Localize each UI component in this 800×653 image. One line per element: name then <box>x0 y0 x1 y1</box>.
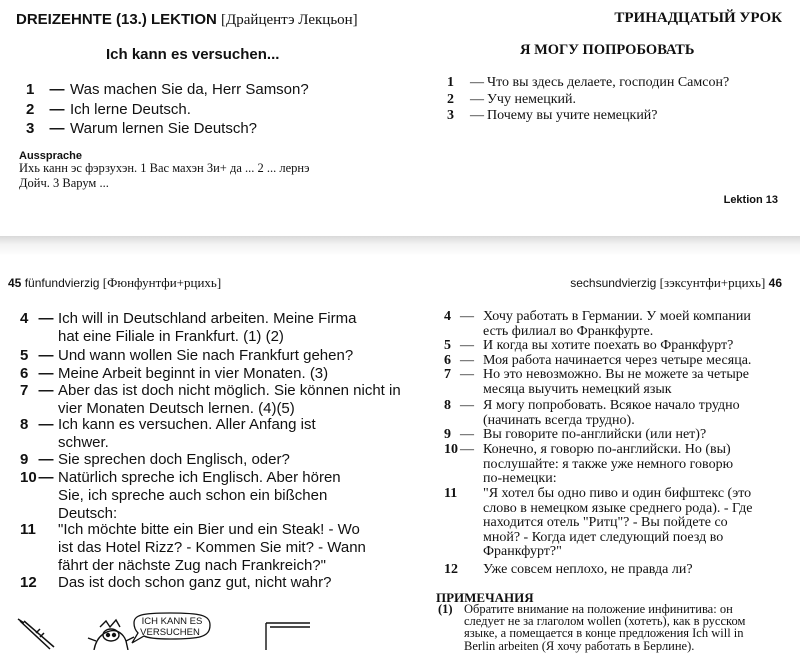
cartoon-character-icon <box>88 620 134 650</box>
entry-dash: — <box>38 451 54 468</box>
line-dash: — <box>49 120 65 137</box>
page-lesson-13-intro <box>0 0 800 236</box>
line-text: Warum lernen Sie Deutsch? <box>70 120 258 137</box>
entry-number: 7 <box>444 367 451 382</box>
entry-number: 10 <box>20 469 37 486</box>
entry-text <box>483 487 752 560</box>
entry-text-line: Уже совсем неплохо, не правда ли? <box>483 562 693 577</box>
cartoon-illustration <box>10 611 310 650</box>
entry-text-line: И когда вы хотите поехать во Франкфурт? <box>483 338 734 353</box>
entry-dash: — <box>460 398 474 413</box>
entry-text-line: Ich kann es versuchen. Aller Anfang ist <box>58 416 316 433</box>
line-text: Учу немецкий. <box>487 91 577 107</box>
entry-text <box>483 339 733 354</box>
entry-text <box>483 443 733 487</box>
entry-text-line: hat eine Filiale in Frankfurt. (1) (2) <box>58 328 284 345</box>
entry-number: 5 <box>444 338 451 353</box>
note-1-number: (1) <box>438 602 453 616</box>
lesson-title-de: DREIZEHNTE (13.) LEKTION <box>16 11 217 28</box>
entry-dash: — <box>38 382 54 399</box>
line-text: Was machen Sie da, Herr Samson? <box>70 81 309 98</box>
entry-number: 8 <box>20 416 29 433</box>
entry-text-line: Я могу попробовать. Всякое начало трудно <box>483 398 740 413</box>
entry-text-line: Вы говорите по-английски (или нет)? <box>483 427 707 442</box>
entry-text-line: Und wann wollen Sie nach Frankfurt gehen? <box>58 347 354 364</box>
entry-text-line: (начинать всегда трудно). <box>483 412 635 428</box>
line-number: 2 <box>26 100 35 118</box>
line-text: Что вы здесь делаете, господин Самсон? <box>487 75 730 90</box>
entry-text-line: Aber das ist doch nicht möglich. Sie können nicht in <box>58 382 401 399</box>
subtitle-russian: Я МОГУ ПОПРОБОВАТЬ <box>520 42 695 58</box>
page-header-left <box>8 275 221 291</box>
entry-number: 4 <box>20 310 29 327</box>
entry-number: 11 <box>20 521 36 538</box>
speech-bubble <box>132 613 210 643</box>
entry-text <box>58 574 332 592</box>
pen-doodle-icon <box>18 619 54 649</box>
page-word-right: sechsundvierzig <box>570 276 657 290</box>
dialogue-german-1-3 <box>26 80 309 139</box>
note-1-line: Berlin arbeiten (Я хочу работать в Берлине). <box>464 638 695 653</box>
notes-heading: ПРИМЕЧАНИЯ <box>436 590 534 605</box>
page-translit-right: [зэксунтфи+рцихь] <box>659 275 766 290</box>
entry-text-line: ist das Hotel Rizz? - Kommen Sie mit? - Wann <box>58 539 366 556</box>
entry-text <box>483 563 693 578</box>
line-dash: — <box>470 91 484 107</box>
entry-text-line: мной? - Когда идет следующий поезд во <box>483 529 724 545</box>
entry-text-line: fährt der nächste Zug nach Frankreich?" <box>58 557 326 574</box>
entry-text-line: vier Monaten Deutsch lernen. (4)(5) <box>58 400 295 417</box>
aussprache-text <box>19 161 309 191</box>
entry-text-line: Sie sprechen doch Englisch, oder? <box>58 451 290 468</box>
entry-text <box>483 399 740 428</box>
speech-bubble-line-2: VERSUCHEN <box>140 627 200 638</box>
entry-text <box>483 310 751 339</box>
line-number: 1 <box>447 75 454 90</box>
entry-text-line: Конечно, я говорю по-английски. Но (вы) <box>483 442 731 457</box>
entry-dash: — <box>460 338 474 353</box>
entry-text <box>58 416 316 452</box>
entry-dash: — <box>38 347 54 364</box>
line-text: Ich lerne Deutsch. <box>70 100 191 118</box>
lesson-title-russian: ТРИНАДЦАТЫЙ УРОК <box>614 10 782 26</box>
entry-text <box>58 451 290 469</box>
entry-text-line: Но это невозможно. Вы не можете за четыре <box>483 367 750 382</box>
entry-text-line: Deutsch: <box>58 505 118 522</box>
lesson-title-german <box>16 11 358 29</box>
entry-dash: — <box>460 367 474 382</box>
dialogue-line-de <box>26 80 309 100</box>
dialogue-line-de <box>26 119 309 139</box>
page-footer-lesson: Lektion 13 <box>723 194 778 206</box>
line-dash: — <box>49 81 65 98</box>
aussprache-heading: Aussprache <box>19 150 82 162</box>
entry-number: 9 <box>444 427 451 442</box>
line-dash: — <box>470 108 484 123</box>
entry-text-line: Франкфурт?" <box>483 544 562 559</box>
entry-text <box>58 347 353 365</box>
page-word-left: fünfundvierzig <box>24 276 100 290</box>
entry-text <box>58 310 356 346</box>
entry-text-line: Моя работа начинается через четыре месяца. <box>483 353 752 368</box>
entry-text-line: Sie, ich spreche auch schon ein bißchen <box>58 487 328 504</box>
page-spread-45-46 <box>0 256 800 653</box>
line-number: 3 <box>447 108 454 123</box>
line-text: Почему вы учите немецкий? <box>487 108 658 123</box>
note-1-text <box>464 603 745 652</box>
subtitle-german: Ich kann es versuchen... <box>106 46 280 63</box>
entry-number: 4 <box>444 309 451 324</box>
entry-number: 7 <box>20 382 29 399</box>
entry-number: 6 <box>20 365 29 382</box>
line-number: 3 <box>26 120 35 137</box>
entry-dash: — <box>460 427 474 442</box>
entry-text-line: Хочу работать в Германии. У моей компании <box>483 309 751 324</box>
note-1-line: языке, а помещается в конце предложения Ich will in <box>464 626 744 641</box>
page-number-45: 45 <box>8 276 22 290</box>
paper-sheet-icon <box>266 623 310 650</box>
page-separator <box>0 236 800 256</box>
line-dash: — <box>470 75 484 90</box>
lesson-title-translit: [Драйцентэ Лекцьон] <box>221 12 358 28</box>
entry-text-line: "Я хотел бы одно пиво и один бифштекс (это <box>483 486 752 501</box>
dialogue-line-ru <box>447 75 729 92</box>
entry-text-line: по-немецки: <box>483 471 557 486</box>
entry-number: 12 <box>20 574 37 591</box>
entry-dash: — <box>460 353 474 368</box>
entry-text <box>58 469 341 523</box>
line-number: 1 <box>26 81 35 98</box>
aussprache-line-2: Дойч. 3 Варум ... <box>19 176 109 190</box>
entry-text-line: Ich will in Deutschland arbeiten. Meine Firma <box>58 310 357 327</box>
entry-text <box>58 365 328 383</box>
aussprache-line-1: Ихь канн эс фэрзухэн. 1 Вас махэн Зи+ да ... 2 ... лернэ <box>19 161 310 175</box>
entry-dash: — <box>460 442 474 457</box>
entry-text-line: слово в немецком языке среднего рода). - Где <box>483 500 753 516</box>
entry-text-line: "Ich möchte bitte ein Bier und ein Steak! - Wo <box>58 521 360 538</box>
note-1-line: следует не за глаголом wollen (хотеть), как в русском <box>464 614 746 629</box>
entry-text <box>483 428 706 443</box>
dialogue-line-ru <box>447 92 729 109</box>
entry-text-line: месяца выучить немецкий язык <box>483 381 672 397</box>
entry-text <box>58 521 366 575</box>
entry-text-line: есть филиал во Франкфурте. <box>483 323 654 339</box>
entry-dash: — <box>38 365 54 382</box>
note-1-line: Обратите внимание на положение инфинитива: он <box>464 602 733 616</box>
dialogue-russian-1-3 <box>447 75 729 125</box>
entry-number: 6 <box>444 353 451 368</box>
entry-text-line: послушайте: я также уже немного говорю <box>483 456 734 472</box>
entry-text-line: schwer. <box>58 434 109 451</box>
page-number-46: 46 <box>768 276 782 290</box>
entry-text-line: находится отель "Ритц"? - Вы пойдете со <box>483 515 728 530</box>
line-dash: — <box>49 100 65 118</box>
entry-dash: — <box>460 309 474 324</box>
entry-text-line: Natürlich spreche ich Englisch. Aber hören <box>58 469 341 486</box>
entry-number: 9 <box>20 451 29 468</box>
entry-text <box>58 382 401 418</box>
entry-number: 8 <box>444 398 451 413</box>
entry-text-line: Das ist doch schon ganz gut, nicht wahr? <box>58 574 332 591</box>
entry-dash: — <box>38 310 54 327</box>
entry-number: 11 <box>444 486 458 501</box>
entry-text-line: Meine Arbeit beginnt in vier Monaten. (3) <box>58 365 329 382</box>
entry-number: 10 <box>444 442 458 457</box>
entry-dash: — <box>38 469 54 486</box>
entry-dash: — <box>38 416 54 433</box>
page-header-right <box>570 275 782 291</box>
dialogue-line-de <box>26 100 309 120</box>
speech-bubble-line-1: ICH KANN ES <box>141 616 203 627</box>
page-translit-left: [Фюнфунтфи+рцихь] <box>102 275 222 290</box>
entry-number: 5 <box>20 347 29 364</box>
entry-number: 12 <box>444 562 458 577</box>
line-number: 2 <box>447 91 454 107</box>
dialogue-line-ru <box>447 108 729 125</box>
entry-text <box>483 368 749 397</box>
